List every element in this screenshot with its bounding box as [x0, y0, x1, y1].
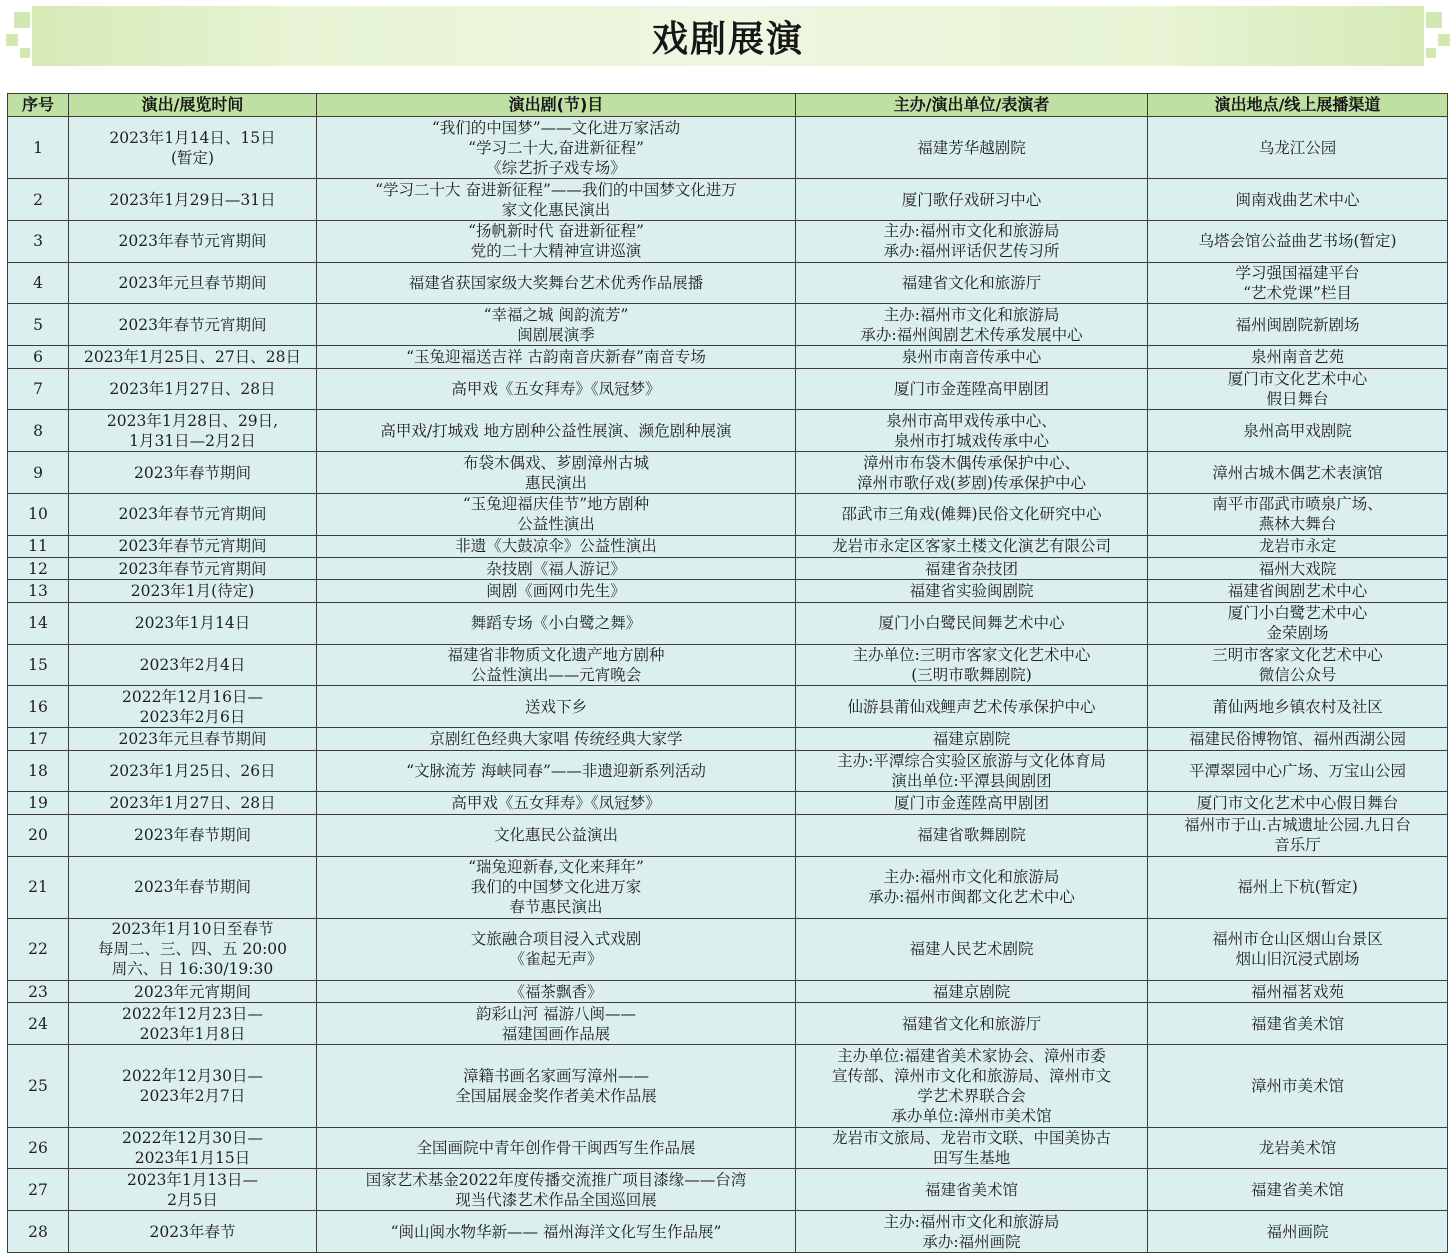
- cell-program: 韵彩山河 福游八闽—— 福建国画作品展: [317, 1003, 796, 1045]
- cell-program: 文化惠民公益演出: [317, 814, 796, 856]
- cell-program: “瑞兔迎新春,文化来拜年” 我们的中国梦文化进万家 春节惠民演出: [317, 856, 796, 918]
- cell-venue: 福建省闽剧艺术中心: [1148, 580, 1448, 602]
- cell-venue: 福州上下杭(暂定): [1148, 856, 1448, 918]
- cell-organizer: 主办:福州市文化和旅游局 承办:福州市闽都文化艺术中心: [796, 856, 1148, 918]
- cell-organizer: 福建省文化和旅游厅: [796, 262, 1148, 304]
- cell-time: 2023年1月(待定): [69, 580, 317, 602]
- cell-time: 2023年1月25日、26日: [69, 750, 317, 792]
- banner-bar: [32, 6, 1424, 66]
- cell-organizer: 泉州市高甲戏传承中心、 泉州市打城戏传承中心: [796, 410, 1148, 452]
- table-row: [8, 220, 1448, 262]
- cell-index: 6: [8, 346, 69, 368]
- table-row: [8, 644, 1448, 686]
- cell-time: 2023年1月14日、15日 (暂定): [69, 117, 317, 179]
- cell-time: 2023年1月10日至春节 每周二、三、四、五 20:00 周六、日 16:30/19:30: [69, 918, 317, 980]
- table-row: [8, 452, 1448, 494]
- cell-program: 杂技剧《福人游记》: [317, 558, 796, 580]
- table-row: [8, 304, 1448, 346]
- decor-square: [1438, 34, 1450, 46]
- cell-time: 2023年春节元宵期间: [69, 493, 317, 535]
- table-row: [8, 262, 1448, 304]
- table-row: [8, 980, 1448, 1002]
- cell-program: “闽山闽水物华新—— 福州海洋文化写生作品展”: [317, 1211, 796, 1253]
- cell-venue: 闽南戏曲艺术中心: [1148, 179, 1448, 221]
- cell-venue: 漳州市美术馆: [1148, 1044, 1448, 1127]
- cell-venue: 厦门市文化艺术中心 假日舞台: [1148, 368, 1448, 410]
- cell-index: 15: [8, 644, 69, 686]
- cell-time: 2023年春节元宵期间: [69, 304, 317, 346]
- cell-index: 25: [8, 1044, 69, 1127]
- cell-time: 2023年1月27日、28日: [69, 792, 317, 814]
- table-row: [8, 1044, 1448, 1127]
- cell-index: 22: [8, 918, 69, 980]
- cell-index: 10: [8, 493, 69, 535]
- cell-index: 7: [8, 368, 69, 410]
- table-row: [8, 728, 1448, 750]
- cell-time: 2023年1月29日—31日: [69, 179, 317, 221]
- cell-program: “玉兔迎福庆佳节”地方剧种 公益性演出: [317, 493, 796, 535]
- table-row: [8, 602, 1448, 644]
- cell-index: 4: [8, 262, 69, 304]
- cell-time: 2023年1月14日: [69, 602, 317, 644]
- cell-program: 全国画院中青年创作骨干闽西写生作品展: [317, 1127, 796, 1169]
- cell-time: 2023年元旦春节期间: [69, 262, 317, 304]
- table-row: [8, 368, 1448, 410]
- table-row: [8, 346, 1448, 368]
- table-row: [8, 410, 1448, 452]
- cell-organizer: 福建省文化和旅游厅: [796, 1003, 1148, 1045]
- table-row: [8, 918, 1448, 980]
- cell-program: 福建省非物质文化遗产地方剧种 公益性演出——元宵晚会: [317, 644, 796, 686]
- table-row: [8, 1169, 1448, 1211]
- cell-venue: 南平市邵武市喷泉广场、 燕林大舞台: [1148, 493, 1448, 535]
- table-row: [8, 179, 1448, 221]
- cell-venue: 平潭翠园中心广场、万宝山公园: [1148, 750, 1448, 792]
- cell-venue: 厦门市文化艺术中心假日舞台: [1148, 792, 1448, 814]
- cell-venue: 厦门小白鹭艺术中心 金荣剧场: [1148, 602, 1448, 644]
- table-row: [8, 1003, 1448, 1045]
- cell-organizer: 主办:福州市文化和旅游局 承办:福州评话伬艺传习所: [796, 220, 1148, 262]
- cell-index: 28: [8, 1211, 69, 1253]
- cell-venue: 福建民俗博物馆、福州西湖公园: [1148, 728, 1448, 750]
- cell-venue: 泉州高甲戏剧院: [1148, 410, 1448, 452]
- cell-time: 2023年春节期间: [69, 452, 317, 494]
- cell-time: 2023年春节元宵期间: [69, 535, 317, 557]
- cell-program: 高甲戏/打城戏 地方剧种公益性展演、濒危剧种展演: [317, 410, 796, 452]
- cell-venue: 泉州南音艺苑: [1148, 346, 1448, 368]
- cell-index: 19: [8, 792, 69, 814]
- cell-venue: 福州画院: [1148, 1211, 1448, 1253]
- cell-program: 闽剧《画网巾先生》: [317, 580, 796, 602]
- cell-time: 2022年12月30日— 2023年2月7日: [69, 1044, 317, 1127]
- cell-organizer: 仙游县莆仙戏鲤声艺术传承保护中心: [796, 686, 1148, 728]
- cell-organizer: 龙岩市文旅局、龙岩市文联、中国美协古 田写生基地: [796, 1127, 1148, 1169]
- cell-organizer: 漳州市布袋木偶传承保护中心、 漳州市歌仔戏(芗剧)传承保护中心: [796, 452, 1148, 494]
- cell-organizer: 福建省歌舞剧院: [796, 814, 1148, 856]
- cell-program: “扬帆新时代 奋进新征程” 党的二十大精神宣讲巡演: [317, 220, 796, 262]
- cell-organizer: 厦门歌仔戏研习中心: [796, 179, 1148, 221]
- cell-time: 2023年春节: [69, 1211, 317, 1253]
- cell-organizer: 福建京剧院: [796, 728, 1148, 750]
- cell-organizer: 福建省杂技团: [796, 558, 1148, 580]
- table-row: [8, 814, 1448, 856]
- cell-time: 2023年1月27日、28日: [69, 368, 317, 410]
- cell-time: 2023年春节元宵期间: [69, 220, 317, 262]
- cell-organizer: 福建省实验闽剧院: [796, 580, 1148, 602]
- cell-organizer: 主办:福州市文化和旅游局 承办:福州闽剧艺术传承发展中心: [796, 304, 1148, 346]
- cell-index: 8: [8, 410, 69, 452]
- cell-index: 5: [8, 304, 69, 346]
- decor-square: [1426, 48, 1436, 58]
- cell-organizer: 主办单位:三明市客家文化艺术中心 (三明市歌舞剧院): [796, 644, 1148, 686]
- header-index: 序号: [8, 94, 69, 117]
- cell-program: 国家艺术基金2022年度传播交流推广项目漆缘——台湾 现当代漆艺术作品全国巡回展: [317, 1169, 796, 1211]
- cell-program: 福建省获国家级大奖舞台艺术优秀作品展播: [317, 262, 796, 304]
- cell-program: 非遗《大鼓凉伞》公益性演出: [317, 535, 796, 557]
- table-row: [8, 117, 1448, 179]
- cell-index: 3: [8, 220, 69, 262]
- cell-index: 12: [8, 558, 69, 580]
- cell-index: 24: [8, 1003, 69, 1045]
- cell-venue: 乌龙江公园: [1148, 117, 1448, 179]
- table-row: [8, 1211, 1448, 1253]
- decor-square: [1426, 12, 1442, 28]
- cell-venue: 福建省美术馆: [1148, 1169, 1448, 1211]
- table-row: [8, 1127, 1448, 1169]
- cell-program: 《福茶飘香》: [317, 980, 796, 1002]
- cell-program: 文旅融合项目浸入式戏剧 《雀起无声》: [317, 918, 796, 980]
- cell-index: 14: [8, 602, 69, 644]
- cell-time: 2022年12月30日— 2023年1月15日: [69, 1127, 317, 1169]
- cell-venue: 福建省美术馆: [1148, 1003, 1448, 1045]
- cell-time: 2023年1月28日、29日, 1月31日—2月2日: [69, 410, 317, 452]
- table-row: [8, 558, 1448, 580]
- decor-square: [6, 34, 18, 46]
- cell-index: 26: [8, 1127, 69, 1169]
- cell-program: 京剧红色经典大家唱 传统经典大家学: [317, 728, 796, 750]
- table-row: [8, 856, 1448, 918]
- cell-venue: 学习强国福建平台 “艺术党课”栏目: [1148, 262, 1448, 304]
- decor-square: [14, 12, 30, 28]
- cell-time: 2023年1月25日、27日、28日: [69, 346, 317, 368]
- cell-program: “文脉流芳 海峡同春”——非遗迎新系列活动: [317, 750, 796, 792]
- cell-program: 高甲戏《五女拜寿》《凤冠梦》: [317, 368, 796, 410]
- cell-venue: 乌塔会馆公益曲艺书场(暂定): [1148, 220, 1448, 262]
- cell-organizer: 福建人民艺术剧院: [796, 918, 1148, 980]
- header-program: 演出剧(节)目: [317, 94, 796, 117]
- header-organizer: 主办/演出单位/表演者: [796, 94, 1148, 117]
- cell-index: 9: [8, 452, 69, 494]
- title-banner: [0, 0, 1456, 74]
- table-row: [8, 750, 1448, 792]
- cell-venue: 漳州古城木偶艺术表演馆: [1148, 452, 1448, 494]
- header-row: [8, 94, 1448, 117]
- cell-organizer: 主办单位:福建省美术家协会、漳州市委 宣传部、漳州市文化和旅游局、漳州市文 学艺术界联合会 承办单位:漳州市美术馆: [796, 1044, 1148, 1127]
- cell-organizer: 厦门市金莲陞高甲剧团: [796, 792, 1148, 814]
- cell-index: 21: [8, 856, 69, 918]
- cell-program: 送戏下乡: [317, 686, 796, 728]
- cell-time: 2023年春节期间: [69, 814, 317, 856]
- cell-index: 16: [8, 686, 69, 728]
- cell-index: 11: [8, 535, 69, 557]
- cell-organizer: 福建芳华越剧院: [796, 117, 1148, 179]
- table-row: [8, 686, 1448, 728]
- cell-time: 2023年元宵期间: [69, 980, 317, 1002]
- cell-index: 13: [8, 580, 69, 602]
- cell-organizer: 邵武市三角戏(傩舞)民俗文化研究中心: [796, 493, 1148, 535]
- events-table: [7, 93, 1448, 1253]
- cell-venue: 福州市于山.古城遗址公园.九日台 音乐厅: [1148, 814, 1448, 856]
- cell-time: 2022年12月16日— 2023年2月6日: [69, 686, 317, 728]
- cell-time: 2023年春节元宵期间: [69, 558, 317, 580]
- table-row: [8, 535, 1448, 557]
- cell-index: 27: [8, 1169, 69, 1211]
- cell-organizer: 福建省美术馆: [796, 1169, 1148, 1211]
- cell-venue: 龙岩美术馆: [1148, 1127, 1448, 1169]
- cell-program: 舞蹈专场《小白鹭之舞》: [317, 602, 796, 644]
- cell-time: 2022年12月23日— 2023年1月8日: [69, 1003, 317, 1045]
- cell-time: 2023年春节期间: [69, 856, 317, 918]
- cell-venue: 福州市仓山区烟山台景区 烟山旧沉浸式剧场: [1148, 918, 1448, 980]
- cell-index: 20: [8, 814, 69, 856]
- cell-program: “我们的中国梦”——文化进万家活动 “学习二十大,奋进新征程” 《综艺折子戏专场》: [317, 117, 796, 179]
- table-row: [8, 493, 1448, 535]
- table-row: [8, 580, 1448, 602]
- cell-organizer: 主办:平潭综合实验区旅游与文化体育局 演出单位:平潭县闽剧团: [796, 750, 1148, 792]
- cell-organizer: 龙岩市永定区客家土楼文化演艺有限公司: [796, 535, 1148, 557]
- cell-program: 布袋木偶戏、芗剧漳州古城 惠民演出: [317, 452, 796, 494]
- cell-venue: 福州闽剧院新剧场: [1148, 304, 1448, 346]
- cell-program: 高甲戏《五女拜寿》《凤冠梦》: [317, 792, 796, 814]
- cell-time: 2023年1月13日— 2月5日: [69, 1169, 317, 1211]
- cell-organizer: 泉州市南音传承中心: [796, 346, 1148, 368]
- cell-program: 漳籍书画名家画写漳州—— 全国届展金奖作者美术作品展: [317, 1044, 796, 1127]
- cell-venue: 福州大戏院: [1148, 558, 1448, 580]
- cell-index: 17: [8, 728, 69, 750]
- header-venue: 演出地点/线上展播渠道: [1148, 94, 1448, 117]
- cell-program: “学习二十大 奋进新征程”——我们的中国梦文化进万 家文化惠民演出: [317, 179, 796, 221]
- page-title: 戏剧展演: [651, 18, 804, 60]
- cell-venue: 福州福茗戏苑: [1148, 980, 1448, 1002]
- cell-time: 2023年2月4日: [69, 644, 317, 686]
- cell-venue: 莆仙两地乡镇农村及社区: [1148, 686, 1448, 728]
- cell-organizer: 厦门市金莲陞高甲剧团: [796, 368, 1148, 410]
- cell-index: 18: [8, 750, 69, 792]
- cell-program: “幸福之城 闽韵流芳” 闽剧展演季: [317, 304, 796, 346]
- cell-program: “玉兔迎福送吉祥 古韵南音庆新春”南音专场: [317, 346, 796, 368]
- cell-venue: 三明市客家文化艺术中心 微信公众号: [1148, 644, 1448, 686]
- cell-organizer: 福建京剧院: [796, 980, 1148, 1002]
- cell-index: 23: [8, 980, 69, 1002]
- cell-organizer: 厦门小白鹭民间舞艺术中心: [796, 602, 1148, 644]
- header-time: 演出/展览时间: [69, 94, 317, 117]
- decor-square: [20, 48, 30, 58]
- cell-index: 2: [8, 179, 69, 221]
- cell-time: 2023年元旦春节期间: [69, 728, 317, 750]
- cell-venue: 龙岩市永定: [1148, 535, 1448, 557]
- table-row: [8, 792, 1448, 814]
- cell-index: 1: [8, 117, 69, 179]
- cell-organizer: 主办:福州市文化和旅游局 承办:福州画院: [796, 1211, 1148, 1253]
